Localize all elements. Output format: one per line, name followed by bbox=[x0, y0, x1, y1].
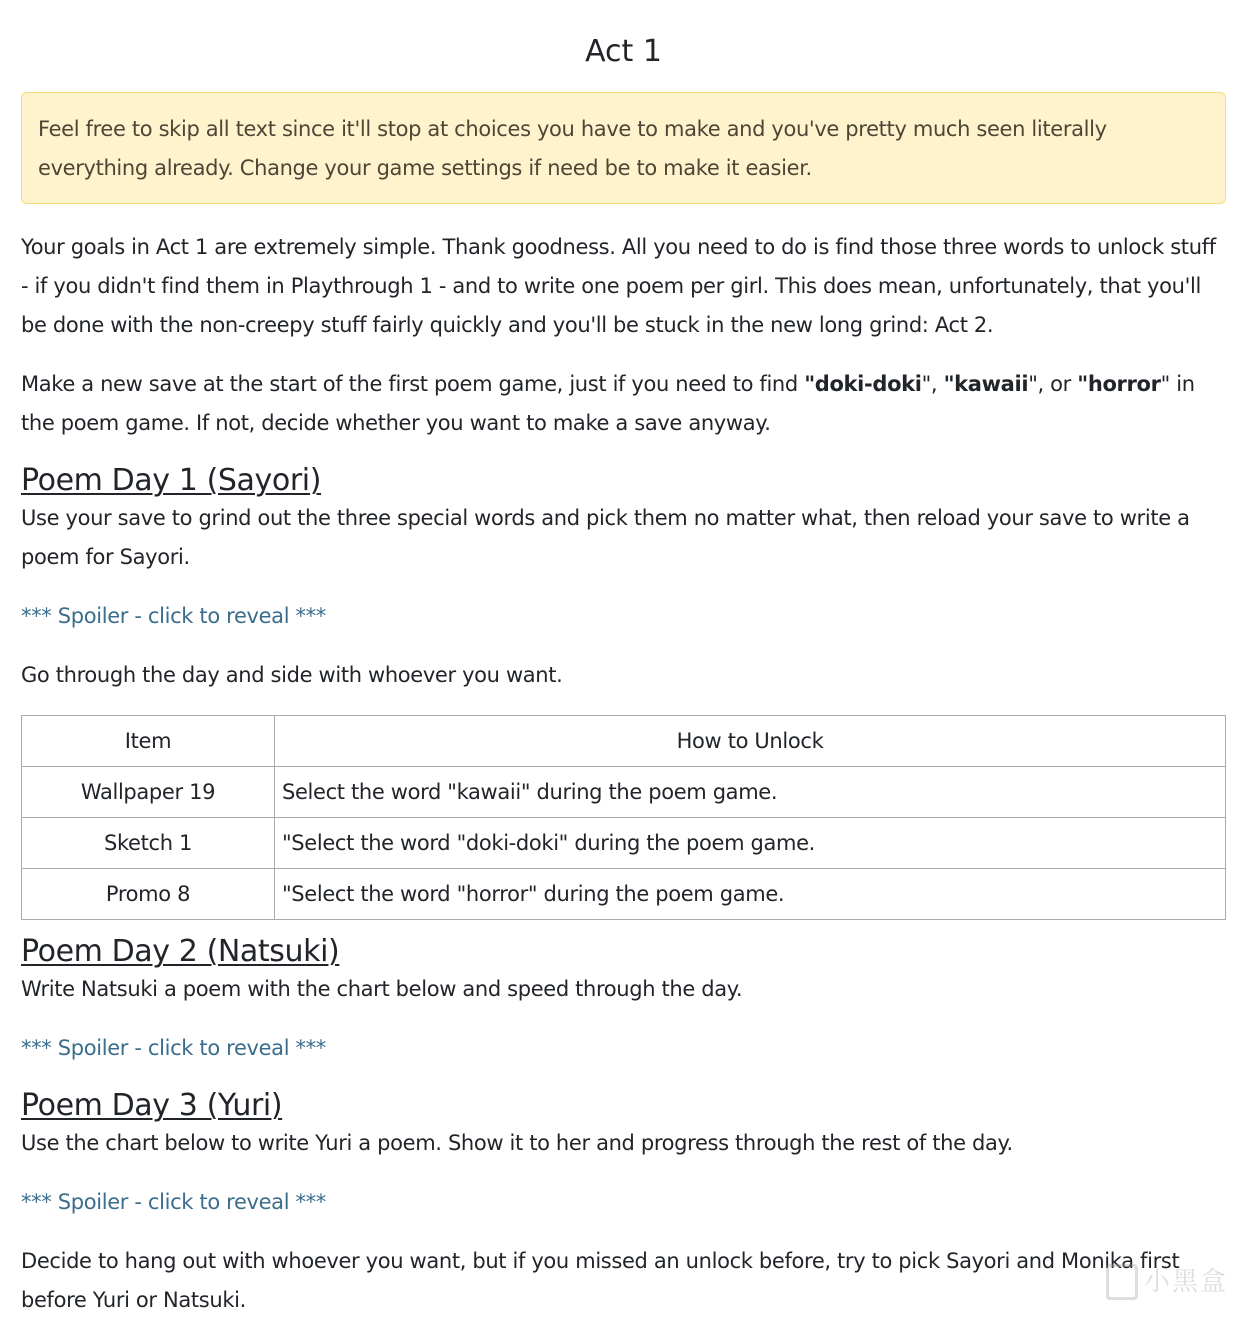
save-paragraph bbox=[21, 365, 1226, 443]
cell-item: Promo 8 bbox=[22, 869, 275, 920]
heading-poem-day-1[interactable]: Poem Day 1 (Sayori) bbox=[21, 463, 322, 498]
cell-how-to-unlock: "Select the word "doki-doki" during the poem game. bbox=[275, 818, 1226, 869]
intro-paragraph: Your goals in Act 1 are extremely simple. Thank goodness. All you need to do is find those three words to unlock stuff - if you didn't find them in Playthrough 1 - and to write one poem per girl. This does mean, unfortunately, that you'll be done with the non-creepy stuff fairly quickly and you'll be stuck in the new long grind: Act 2. bbox=[21, 235, 1216, 337]
heading-poem-day-2[interactable]: Poem Day 2 (Natsuki) bbox=[21, 934, 340, 969]
section-text: Write Natsuki a poem with the chart below and speed through the day. bbox=[21, 977, 743, 1001]
warning-alert bbox=[21, 92, 1226, 204]
table-row bbox=[22, 767, 1226, 818]
cell-how-to-unlock: Select the word "kawaii" during the poem game. bbox=[275, 767, 1226, 818]
column-header-how-to-unlock: How to Unlock bbox=[275, 716, 1226, 767]
cell-item: Wallpaper 19 bbox=[22, 767, 275, 818]
cell-how-to-unlock: "Select the word "horror" during the poem game. bbox=[275, 869, 1226, 920]
separator: ", bbox=[921, 372, 944, 396]
section-poem-day-1 bbox=[21, 463, 1226, 920]
watermark-text: 小黑盒 bbox=[1143, 1266, 1228, 1297]
alert-text: Feel free to skip all text since it'll stop at choices you have to make and you've pretty much seen literally everything already. Change your game settings if need be to make it easier. bbox=[38, 117, 1107, 180]
cell-item: Sketch 1 bbox=[22, 818, 275, 869]
column-header-item: Item bbox=[22, 716, 275, 767]
spoiler-reveal-link[interactable]: *** Spoiler - click to reveal *** bbox=[21, 604, 326, 628]
keyword-doki-doki: "doki-doki bbox=[804, 372, 922, 396]
section-text: Use the chart below to write Yuri a poem. Show it to her and progress through the rest of the day. bbox=[21, 1131, 1013, 1155]
section-poem-day-3 bbox=[21, 1088, 1226, 1320]
table-row bbox=[22, 818, 1226, 869]
spoiler-reveal-link[interactable]: *** Spoiler - click to reveal *** bbox=[21, 1036, 326, 1060]
page-title: Act 1 bbox=[585, 34, 662, 69]
section-after-text: Go through the day and side with whoever you want. bbox=[21, 663, 563, 687]
unlock-table bbox=[21, 715, 1226, 920]
keyword-kawaii: "kawaii bbox=[943, 372, 1029, 396]
save-text-before: Make a new save at the start of the first poem game, just if you need to find bbox=[21, 372, 805, 396]
section-text: Use your save to grind out the three special words and pick them no matter what, then reload your save to write a poem for Sayori. bbox=[21, 506, 1190, 569]
table-header-row bbox=[22, 716, 1226, 767]
section-after-text: Decide to hang out with whoever you want, but if you missed an unlock before, try to pick Sayori and Monika first before Yuri or Natsuki. bbox=[21, 1249, 1180, 1312]
separator: ", or bbox=[1028, 372, 1078, 396]
table-row bbox=[22, 869, 1226, 920]
spoiler-reveal-link[interactable]: *** Spoiler - click to reveal *** bbox=[21, 1190, 326, 1214]
keyword-horror: "horror bbox=[1077, 372, 1161, 396]
save-text-after: " in the poem game. If not, decide whether you want to make a save anyway. bbox=[21, 372, 1195, 435]
heading-poem-day-3[interactable]: Poem Day 3 (Yuri) bbox=[21, 1088, 283, 1123]
section-poem-day-2 bbox=[21, 934, 1226, 1068]
